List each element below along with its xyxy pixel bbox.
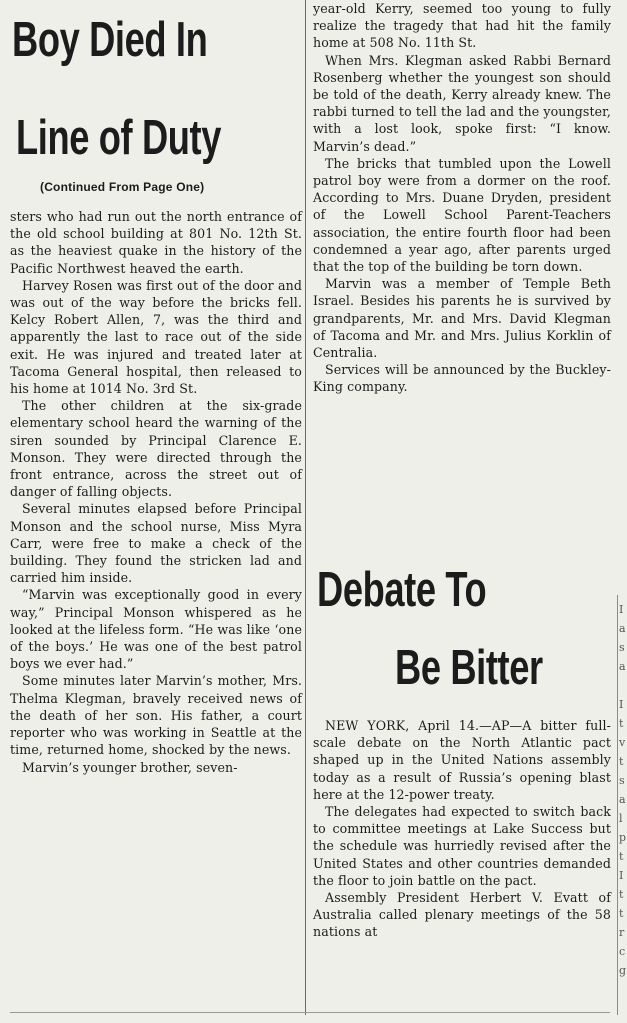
right-continuation-body xyxy=(313,0,611,396)
adjacent-column-fragment xyxy=(619,600,627,1000)
edge-fragment: I xyxy=(619,698,624,711)
edge-fragment: a xyxy=(619,793,626,806)
paragraph: sters who had run out the north entrance of the old school building at 801 No. 12th St. as the heaviest quake in the history of the Pacific Northwest heaved the earth. xyxy=(10,209,302,276)
left-article-body xyxy=(10,208,302,776)
column-rule xyxy=(305,0,306,1015)
paragraph: When Mrs. Klegman asked Rabbi Bernard Rosenberg whether the youngest son should be told of the death, Kerry already knew. The rabbi turned to tell the lad and the youngster, with a lost look, spoke first: “I know. Marvin’s dead.” xyxy=(313,52,611,154)
headline-boy-died-line2: Line of Duty xyxy=(16,111,222,165)
headline-boy-died-line1: Boy Died In xyxy=(12,13,208,67)
edge-fragment: v xyxy=(619,736,626,749)
paragraph: year-old Kerry, seemed too young to fully realize the tragedy that had hit the family home at 508 No. 11th St. xyxy=(313,1,611,51)
edge-fragment: p xyxy=(619,831,627,844)
edge-fragment: r xyxy=(619,926,625,939)
edge-fragment: t xyxy=(619,850,624,863)
edge-fragment: t xyxy=(619,755,624,768)
paragraph: The delegates had expected to switch back to committee meetings at Lake Success but the schedule was hurriedly revised after the United States and other countries demanded the floor to join battle on the pact. xyxy=(313,804,611,888)
paragraph: Harvey Rosen was first out of the door and was out of the way before the bricks fell. Kelcy Robert Allen, 7, was the third and apparently the last to race out of the side exit. He was injured and treated later at Tacoma General hospital, then released to his home at 1014 No. 3rd St. xyxy=(10,277,302,397)
edge-fragment: g xyxy=(619,964,627,977)
headline-debate-line2: Be Bitter xyxy=(395,641,543,695)
edge-fragment: a xyxy=(619,660,626,673)
edge-fragment: t xyxy=(619,907,624,920)
edge-fragment: t xyxy=(619,717,624,730)
paragraph: The other children at the six-grade elementary school heard the warning of the siren sounded by Principal Clarence E. Monson. They were directed through the front entrance, across the street out of danger of falling objects. xyxy=(10,398,302,500)
edge-fragment: s xyxy=(619,774,625,787)
edge-fragment: t xyxy=(619,888,624,901)
paragraph: Services will be announced by the Buckley-King company. xyxy=(313,362,611,395)
paragraph: Marvin’s younger brother, seven- xyxy=(22,759,238,775)
edge-fragment: a xyxy=(619,622,626,635)
paragraph: Some minutes later Marvin’s mother, Mrs. Thelma Klegman, bravely received news of the death of her son. His father, a court reporter who was working in Seattle at the time, returned home, shocked by the news. xyxy=(10,673,302,758)
bottom-rule xyxy=(10,1012,610,1013)
edge-column-rule xyxy=(617,595,618,1015)
paragraph: Several minutes elapsed before Principal Monson and the school nurse, Miss Myra Carr, were free to make a check of the building. They found the stricken lad and carried him inside. xyxy=(10,501,302,586)
right-article-body xyxy=(313,717,611,941)
edge-fragment xyxy=(619,676,627,695)
edge-fragment: I xyxy=(619,869,624,882)
edge-fragment: l xyxy=(619,812,623,825)
paragraph: Marvin was a member of Temple Beth Israel. Besides his parents he is survived by grandparents, Mr. and Mrs. David Klegman of Tacoma and Mr. and Mrs. Julius Korklin of Centralia. xyxy=(313,276,611,361)
continued-from-page-one: (Continued From Page One) xyxy=(40,180,205,194)
headline-debate-line1: Debate To xyxy=(317,563,487,617)
paragraph: NEW YORK, April 14.—AP—A bitter full-scale debate on the North Atlantic pact shaped up in the United Nations assembly today as a result of Russia’s opening blast here at the 12-power treaty. xyxy=(313,718,611,802)
paragraph: The bricks that tumbled upon the Lowell patrol boy were from a dormer on the roof. According to Mrs. Duane Dryden, president of the Lowell School Parent-Teachers association, the entire fourth floor had been condemned a year ago, after parents urged that the top of the building be torn down. xyxy=(313,155,611,275)
paragraph: “Marvin was exceptionally good in every way,” Principal Monson whispered as he looked at the lifeless form. “He was like ‘one of the boys.’ He was one of the best patrol boys we ever had.” xyxy=(10,587,302,672)
edge-fragment: I xyxy=(619,603,624,616)
paragraph: Assembly President Herbert V. Evatt of Australia called plenary meetings of the 58 nations at xyxy=(313,890,611,940)
edge-fragment: c xyxy=(619,945,626,958)
edge-fragment: s xyxy=(619,641,625,654)
